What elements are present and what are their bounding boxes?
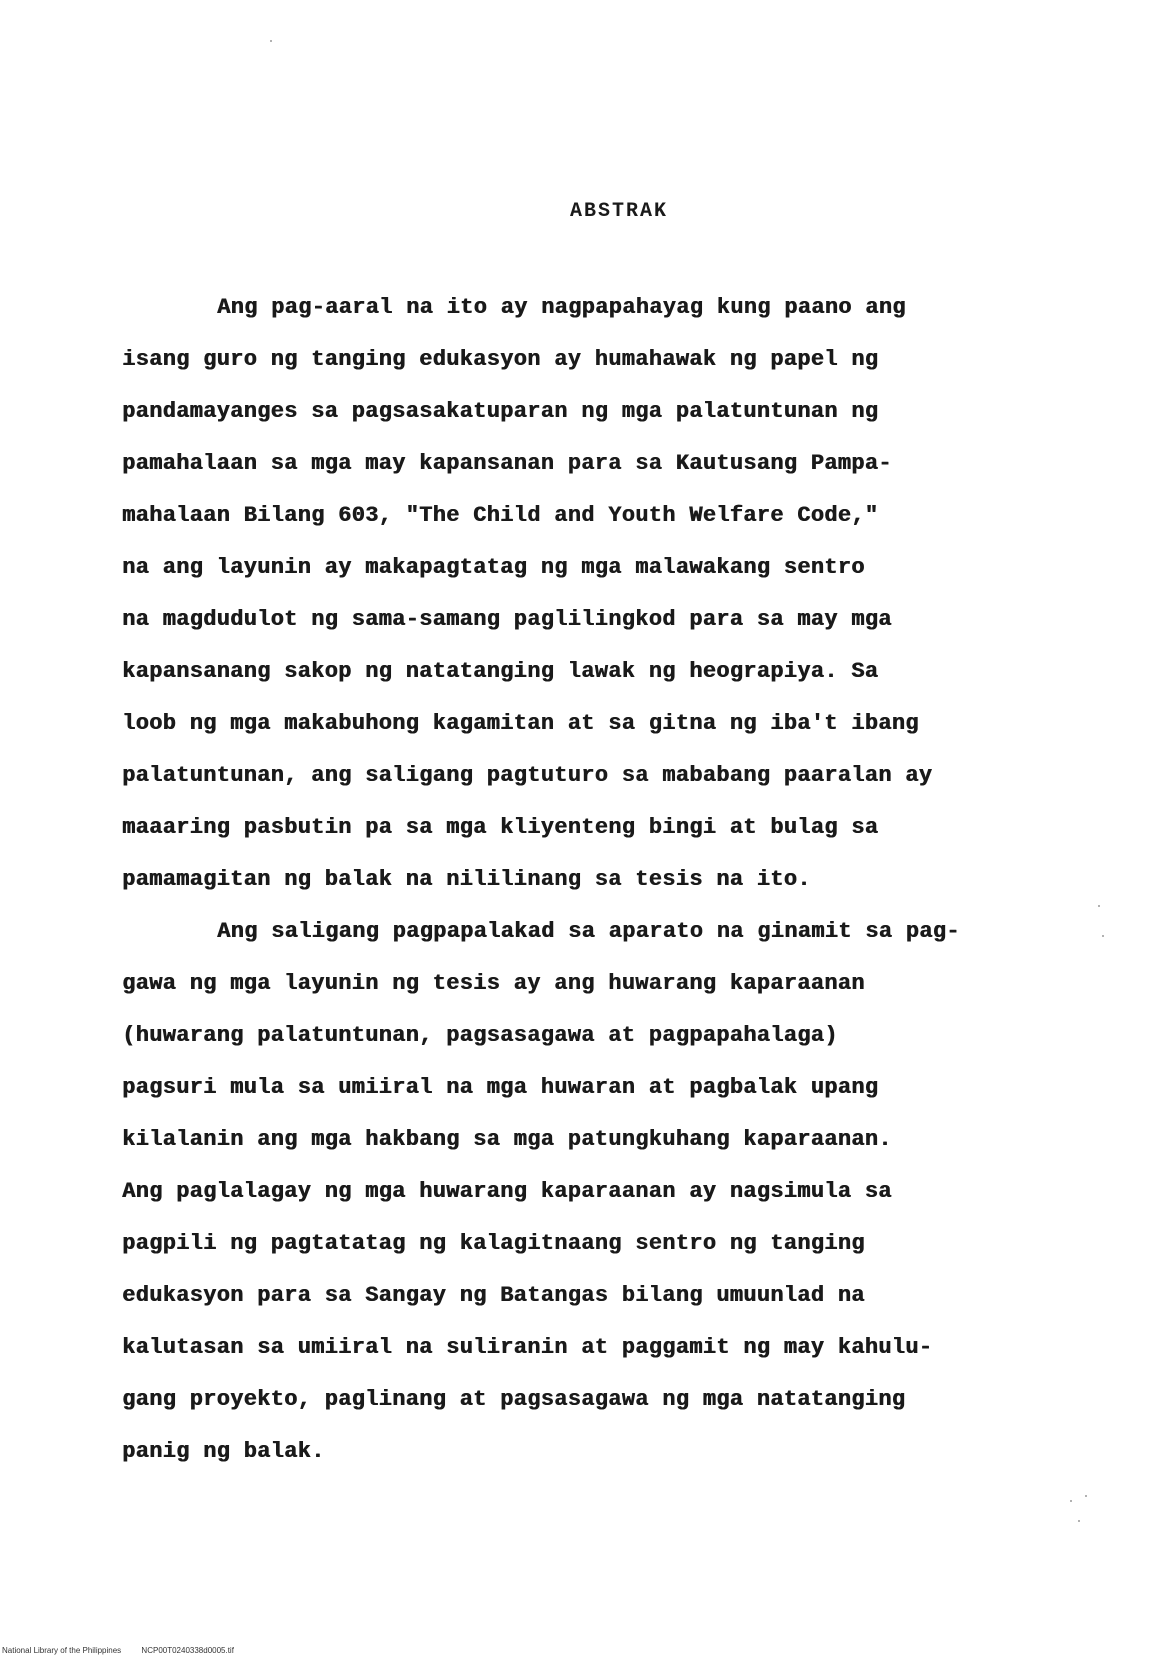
text-line: pagsuri mula sa umiiral na mga huwaran at pagbalak upang [122,1075,879,1100]
text-line: edukasyon para sa Sangay ng Batangas bilang umuunlad na [122,1283,865,1308]
text-line: palatuntunan, ang saligang pagtuturo sa mababang paaralan ay [122,763,933,788]
text-line: pamamagitan ng balak na nililinang sa tesis na ito. [122,867,811,892]
text-line: Ang saligang pagpapalakad sa aparato na ginamit sa pag- [217,919,960,944]
text-line: panig ng balak. [122,1439,325,1464]
scan-speck [1102,935,1104,937]
text-line: kapansanang sakop ng natatanging lawak ng heograpiya. Sa [122,659,879,684]
paragraph-2 [122,906,1042,1478]
text-line: pagpili ng pagtatatag ng kalagitnaang sentro ng tanging [122,1231,865,1256]
footer-file-id: NCP00T0240338d0005.tif [141,1646,234,1655]
text-line: mahalaan Bilang 603, "The Child and Youth Welfare Code," [122,503,879,528]
text-line: na magdudulot ng sama-samang paglilingkod para sa may mga [122,607,892,632]
text-line: loob ng mga makabuhong kagamitan at sa gitna ng iba't ibang [122,711,919,736]
text-line: Ang paglalagay ng mga huwarang kaparaanan ay nagsimula sa [122,1179,892,1204]
scan-speck [1070,1500,1072,1502]
text-line: pamahalaan sa mga may kapansanan para sa Kautusang Pampa- [122,451,892,476]
text-line: na ang layunin ay makapagtatag ng mga malawakang sentro [122,555,865,580]
abstract-body [122,282,1042,1478]
scan-speck [1085,1495,1087,1497]
footer-library: National Library of the Philippines [2,1646,122,1655]
text-line: gang proyekto, paglinang at pagsasagawa ng mga natatanging [122,1387,906,1412]
scan-speck [1098,905,1100,907]
text-line: Ang pag-aaral na ito ay nagpapahayag kung paano ang [217,295,906,320]
text-line: kalutasan sa umiiral na suliranin at paggamit ng may kahulu- [122,1335,933,1360]
scan-footer [2,1646,252,1655]
text-line: maaaring pasbutin pa sa mga kliyenteng bingi at bulag sa [122,815,879,840]
paragraph-1 [122,282,1042,906]
text-line: kilalanin ang mga hakbang sa mga patungkuhang kaparaanan. [122,1127,892,1152]
text-line: gawa ng mga layunin ng tesis ay ang huwarang kaparaanan [122,971,865,996]
scan-speck [1078,1520,1080,1522]
text-line: (huwarang palatuntunan, pagsasagawa at pagpapahalaga) [122,1023,838,1048]
scan-speck [270,40,272,42]
text-line: pandamayanges sa pagsasakatuparan ng mga palatuntunan ng [122,399,879,424]
page-title: ABSTRAK [569,200,668,223]
text-line: isang guro ng tanging edukasyon ay humahawak ng papel ng [122,347,879,372]
